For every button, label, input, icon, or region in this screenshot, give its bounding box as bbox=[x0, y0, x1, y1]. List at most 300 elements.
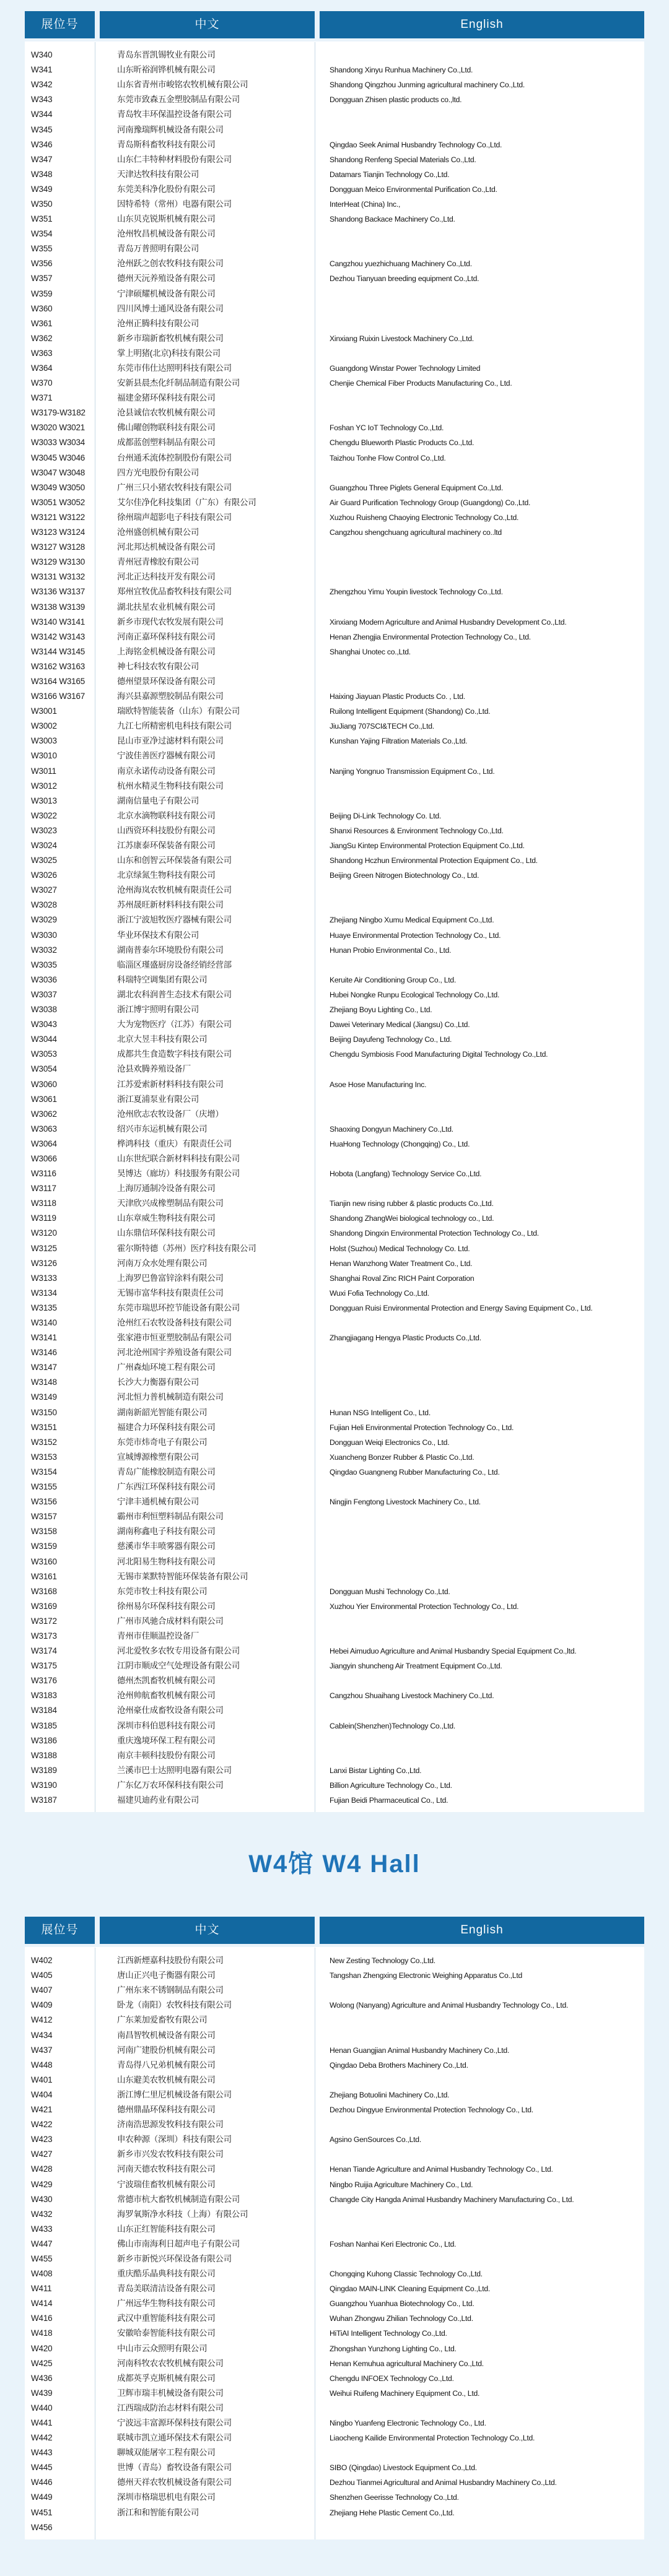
company-name-cn-cell: 深圳市格瑞思机电有限公司 bbox=[117, 2492, 216, 2502]
booth-number-cell: W446 bbox=[31, 2478, 53, 2487]
company-name-cn-cell: 成都共生食造数字科技有限公司 bbox=[117, 1049, 232, 1059]
booth-number-cell: W3190 bbox=[31, 1780, 57, 1790]
company-name-cn-cell: 郑州宜牧优品畜牧科技有限公司 bbox=[117, 587, 232, 597]
table-row bbox=[25, 2237, 644, 2252]
table-row bbox=[25, 2013, 644, 2027]
company-name-cn-cell: 昊博达（廊坊）科技服务有限公司 bbox=[117, 1169, 240, 1179]
company-name-en-cell: Liaocheng Kailide Environmental Protection Technology Co.,Ltd. bbox=[330, 2434, 535, 2443]
table-row bbox=[25, 1494, 644, 1509]
company-name-cn-cell: 新乡市瑞新畜牧机械有限公司 bbox=[117, 333, 224, 343]
company-name-en-cell: Shandong Qingzhou Junming agricultural machinery Co.,Ltd. bbox=[330, 80, 525, 90]
booth-number-cell: W3013 bbox=[31, 796, 57, 805]
booth-number-cell: W3160 bbox=[31, 1556, 57, 1566]
booth-number-cell: W3125 bbox=[31, 1243, 57, 1253]
table-row bbox=[25, 182, 644, 197]
table-row bbox=[25, 1659, 644, 1673]
table-row bbox=[25, 1673, 644, 1688]
company-name-cn-cell: 德州望景环保设备有限公司 bbox=[117, 676, 216, 686]
booth-number-cell: W3169 bbox=[31, 1601, 57, 1611]
company-name-cn-cell: 江阴市顺成空气处理设备有限公司 bbox=[117, 1661, 240, 1671]
table-row bbox=[25, 1062, 644, 1077]
booth-number-cell: W443 bbox=[31, 2448, 53, 2458]
company-name-cn-cell: 浙江宁波旭牧医疗器械有限公司 bbox=[117, 915, 232, 925]
booth-number-cell: W3010 bbox=[31, 751, 57, 761]
company-name-en-cell: Zhengzhou Yimu Youpin livestock Technology Co.,Ltd. bbox=[330, 588, 503, 597]
company-name-en-cell: Guangzhou Three Piglets General Equipment Co.,Ltd. bbox=[330, 483, 503, 492]
table-row bbox=[25, 599, 644, 614]
company-name-en-cell: Keruite Air Conditioning Group Co., Ltd. bbox=[330, 975, 457, 984]
booth-number-cell: W3028 bbox=[31, 900, 57, 910]
booth-number-cell: W3141 bbox=[31, 1333, 57, 1343]
company-name-en-cell: Hunan Probio Environmental Co., Ltd. bbox=[330, 945, 452, 955]
company-name-en-cell: Chengdu Blueworth Plastic Products Co.,Ltd. bbox=[330, 438, 474, 448]
company-name-cn-cell: 江苏爱索新材料科技有限公司 bbox=[117, 1079, 224, 1089]
company-name-cn-cell: 青州市佳顺温控设备厂 bbox=[117, 1631, 199, 1641]
table-row bbox=[25, 2416, 644, 2431]
booth-number-cell: W3066 bbox=[31, 1153, 57, 1163]
booth-number-cell: W3188 bbox=[31, 1750, 57, 1760]
table-row bbox=[25, 1092, 644, 1107]
table-row bbox=[25, 2192, 644, 2207]
booth-number-cell: W411 bbox=[31, 2284, 52, 2294]
booth-number-cell: W3189 bbox=[31, 1765, 57, 1775]
exhibitor-table-w3 bbox=[25, 0, 644, 1812]
company-name-cn-cell: 沧州海岚农牧机械有限责任公司 bbox=[117, 885, 232, 895]
booth-number-cell: W3134 bbox=[31, 1288, 57, 1298]
table-row bbox=[25, 1629, 644, 1644]
booth-number-cell: W3168 bbox=[31, 1586, 57, 1596]
company-name-cn-cell: 海罗氧斯净水科技（上海）有限公司 bbox=[117, 2209, 248, 2219]
company-name-cn-cell: 湖南普泰尔环境股份有限公司 bbox=[117, 945, 224, 955]
table-row bbox=[25, 48, 644, 63]
column-header-booth: 展位号 bbox=[25, 1917, 95, 1944]
booth-number-cell: W3179-W3182 bbox=[31, 408, 85, 418]
company-name-cn-cell: 华业环保技术有限公司 bbox=[117, 930, 199, 940]
company-name-cn-cell: 霸州市利恒塑料制品有限公司 bbox=[117, 1512, 224, 1522]
table-row bbox=[25, 2386, 644, 2401]
company-name-cn-cell: 沧州牧昌机械设备有限公司 bbox=[117, 229, 216, 239]
company-name-en-cell: Guangzhou Yuanhua Biotechnology Co., Ltd. bbox=[330, 2299, 474, 2309]
booth-number-cell: W348 bbox=[31, 169, 53, 179]
company-name-en-cell: Chengdu INFOEX Technology Co.,Ltd. bbox=[330, 2374, 454, 2383]
company-name-cn-cell: 东莞市牧士科技有限公司 bbox=[117, 1586, 208, 1596]
table-row bbox=[25, 1360, 644, 1375]
table-row bbox=[25, 2475, 644, 2490]
table-row bbox=[25, 913, 644, 927]
booth-number-cell: W355 bbox=[31, 244, 53, 254]
table-row bbox=[25, 1509, 644, 1524]
booth-number-cell: W3144 W3145 bbox=[31, 646, 85, 656]
company-name-cn-cell: 科瑞特空调集团有限公司 bbox=[117, 974, 208, 984]
booth-number-cell: W430 bbox=[31, 2194, 53, 2204]
company-name-cn-cell: 河南豫瑞辉机械设备有限公司 bbox=[117, 124, 224, 134]
booth-number-cell: W340 bbox=[31, 50, 53, 60]
table-body-w3 bbox=[25, 41, 644, 1812]
company-name-cn-cell: 山东章威生物科技有限公司 bbox=[117, 1213, 216, 1223]
booth-number-cell: W3127 W3128 bbox=[31, 542, 85, 552]
company-name-cn-cell: 江苏康泰环保装备有限公司 bbox=[117, 841, 216, 851]
booth-number-cell: W425 bbox=[31, 2358, 53, 2368]
table-row bbox=[25, 2117, 644, 2132]
table-row bbox=[25, 1614, 644, 1629]
company-name-en-cell: Huaye Environmental Protection Technology Co., Ltd. bbox=[330, 930, 501, 940]
company-name-cn-cell: 南京丰顿科技股份有限公司 bbox=[117, 1750, 216, 1760]
company-name-en-cell: Henan Zhengjia Environmental Protection Technology Co., Ltd. bbox=[330, 632, 531, 641]
company-name-en-cell: Jiangyin shuncheng Air Treatment Equipment Co.,Ltd. bbox=[330, 1662, 502, 1671]
booth-number-cell: W3146 bbox=[31, 1348, 57, 1358]
company-name-en-cell: Xinxiang Modern Agriculture and Animal Husbandry Development Co.,Ltd. bbox=[330, 617, 567, 627]
company-name-cn-cell: 山东和创智云环保装备有限公司 bbox=[117, 856, 232, 865]
table-header-row-w4 bbox=[25, 1906, 644, 1944]
table-row bbox=[25, 883, 644, 898]
table-row bbox=[25, 525, 644, 540]
booth-number-cell: W3156 bbox=[31, 1497, 57, 1507]
company-name-cn-cell: 德州天祥农牧机械设备有限公司 bbox=[117, 2478, 232, 2487]
booth-number-cell: W404 bbox=[31, 2089, 53, 2099]
company-name-cn-cell: 沧州豪仕成畜牧设备有限公司 bbox=[117, 1706, 224, 1715]
booth-number-cell: W3142 W3143 bbox=[31, 631, 85, 641]
company-name-cn-cell: 常德市杭大畜牧机械制造有限公司 bbox=[117, 2194, 240, 2204]
booth-number-cell: W361 bbox=[31, 318, 53, 328]
company-name-en-cell: Dezhou Tianmei Agricultural and Animal Husbandry Machinery Co.,Ltd. bbox=[330, 2478, 557, 2487]
booth-number-cell: W449 bbox=[31, 2492, 53, 2502]
table-row bbox=[25, 2266, 644, 2281]
company-name-cn-cell: 山东贝克锐斯机械有限公司 bbox=[117, 214, 216, 224]
table-row bbox=[25, 1002, 644, 1017]
company-name-cn-cell: 山东鼎信环保科技有限公司 bbox=[117, 1228, 216, 1238]
company-name-cn-cell: 福建合力环保科技有限公司 bbox=[117, 1422, 216, 1432]
company-name-cn-cell: 宁波佳善医疗器械有限公司 bbox=[117, 751, 216, 761]
company-name-cn-cell: 福建贝迪药业有限公司 bbox=[117, 1795, 199, 1805]
company-name-en-cell: Zhejiang Boyu Lighting Co., Ltd. bbox=[330, 1005, 432, 1015]
table-row bbox=[25, 346, 644, 361]
company-name-cn-cell: 河南广建股份机械有限公司 bbox=[117, 2045, 216, 2055]
table-row bbox=[25, 1599, 644, 1614]
company-name-en-cell: Dongguan Meico Environmental Purification Co.,Ltd. bbox=[330, 184, 497, 194]
booth-number-cell: W3135 bbox=[31, 1303, 57, 1312]
booth-number-cell: W3119 bbox=[31, 1213, 56, 1223]
table-row bbox=[25, 1539, 644, 1554]
table-row bbox=[25, 1241, 644, 1256]
company-name-cn-cell: 兰溪市巴士达照明电器有限公司 bbox=[117, 1765, 232, 1775]
booth-number-cell: W344 bbox=[31, 110, 53, 119]
company-name-en-cell: Xuzhou Ruisheng Chaoying Electronic Technology Co.,Ltd. bbox=[330, 513, 519, 522]
table-row bbox=[25, 420, 644, 435]
table-row bbox=[25, 1405, 644, 1420]
table-row bbox=[25, 2311, 644, 2326]
booth-number-cell: W347 bbox=[31, 154, 53, 164]
table-row bbox=[25, 1465, 644, 1480]
table-row bbox=[25, 2431, 644, 2445]
company-name-cn-cell: 沧县欢腾养殖设备厂 bbox=[117, 1064, 191, 1074]
company-name-en-cell: Dezhou Tianyuan breeding equipment Co.,Ltd. bbox=[330, 274, 479, 284]
company-name-cn-cell: 湖南信量电子有限公司 bbox=[117, 796, 199, 805]
booth-number-cell: W3155 bbox=[31, 1482, 57, 1492]
company-name-en-cell: Hunan NSG Intelligent Co., Ltd. bbox=[330, 1408, 431, 1417]
table-row bbox=[25, 227, 644, 241]
company-name-cn-cell: 沧州欣志农牧设备厂（庆增） bbox=[117, 1109, 224, 1119]
company-name-cn-cell: 青岛美联清洁设备有限公司 bbox=[117, 2284, 216, 2294]
column-header-chinese: 中文 bbox=[100, 1917, 315, 1944]
booth-number-cell: W3161 bbox=[31, 1571, 57, 1581]
company-name-en-cell: Fujian Heli Environmental Protection Technology Co., Ltd. bbox=[330, 1423, 514, 1432]
table-row bbox=[25, 122, 644, 137]
column-header-english: English bbox=[320, 11, 644, 38]
company-name-cn-cell: 中山市云众照明有限公司 bbox=[117, 2343, 208, 2353]
booth-number-cell: W342 bbox=[31, 80, 53, 90]
table-row bbox=[25, 212, 644, 227]
booth-number-cell: W3044 bbox=[31, 1034, 57, 1044]
company-name-cn-cell: 青岛万普照明有限公司 bbox=[117, 244, 199, 254]
booth-number-cell: W3147 bbox=[31, 1363, 57, 1373]
company-name-cn-cell: 广州东来不锈钢制品有限公司 bbox=[117, 1985, 224, 1995]
company-name-en-cell: Chengdu Symbiosis Food Manufacturing Digital Technology Co.,Ltd. bbox=[330, 1050, 548, 1059]
company-name-en-cell: Nanjing Yongnuo Transmission Equipment Co., Ltd. bbox=[330, 766, 495, 776]
company-name-en-cell: Dongguan Zhisen plastic products co.,ltd. bbox=[330, 95, 462, 105]
company-name-en-cell: Ningbo Yuanfeng Electronic Technology Co., Ltd. bbox=[330, 2419, 486, 2428]
table-row bbox=[25, 2102, 644, 2117]
table-row bbox=[25, 853, 644, 868]
company-name-cn-cell: 世博（青岛）畜牧设备有限公司 bbox=[117, 2463, 232, 2473]
company-name-cn-cell: 新乡市新悦兴环保设备有限公司 bbox=[117, 2253, 232, 2263]
table-row bbox=[25, 1077, 644, 1091]
company-name-en-cell: Guangdong Winstar Power Technology Limited bbox=[330, 364, 481, 373]
booth-number-cell: W3164 W3165 bbox=[31, 676, 85, 686]
company-name-en-cell: HiTiAI Intelligent Technology Co.,Ltd. bbox=[330, 2329, 447, 2338]
table-row bbox=[25, 2043, 644, 2058]
company-name-cn-cell: 成都蓝创塑料制品有限公司 bbox=[117, 438, 216, 448]
company-name-cn-cell: 浙江和和智能有限公司 bbox=[117, 2507, 199, 2517]
table-row bbox=[25, 376, 644, 391]
booth-number-cell: W429 bbox=[31, 2179, 53, 2189]
table-row bbox=[25, 241, 644, 256]
company-name-cn-cell: 重庆逸境环保工程有限公司 bbox=[117, 1735, 216, 1745]
company-name-en-cell: Henan Guangjian Animal Husbandry Machinery Co.,Ltd. bbox=[330, 2045, 510, 2055]
booth-number-cell: W3064 bbox=[31, 1138, 57, 1148]
company-name-en-cell: Weihui Ruifeng Machinery Equipment Co., Ltd. bbox=[330, 2388, 480, 2398]
table-row bbox=[25, 137, 644, 152]
booth-number-cell: W3037 bbox=[31, 989, 57, 999]
table-row bbox=[25, 391, 644, 405]
company-name-cn-cell: 河北爱牧多农牧专用设备有限公司 bbox=[117, 1646, 240, 1656]
company-name-cn-cell: 河北沧州国宇养殖设备有限公司 bbox=[117, 1348, 232, 1358]
table-row bbox=[25, 1998, 644, 2013]
company-name-en-cell: Shandong ZhangWei biological technology co., Ltd. bbox=[330, 1214, 494, 1223]
table-row bbox=[25, 868, 644, 883]
table-row bbox=[25, 2296, 644, 2311]
company-name-cn-cell: 新乡市现代农牧发展有限公司 bbox=[117, 617, 224, 627]
booth-number-cell: W3154 bbox=[31, 1467, 57, 1477]
booth-number-cell: W3045 W3046 bbox=[31, 453, 85, 462]
table-row bbox=[25, 92, 644, 107]
company-name-cn-cell: 南京永诺传动设备有限公司 bbox=[117, 766, 216, 776]
table-row bbox=[25, 1420, 644, 1435]
booth-number-cell: W3035 bbox=[31, 960, 57, 969]
table-row bbox=[25, 2177, 644, 2192]
table-row bbox=[25, 316, 644, 331]
company-name-cn-cell: 北京大昱丰科技有限公司 bbox=[117, 1034, 208, 1044]
booth-number-cell: W437 bbox=[31, 2045, 53, 2055]
company-name-cn-cell: 聊城双能屠宰工程有限公司 bbox=[117, 2448, 216, 2458]
company-name-en-cell: Fujian Beidi Pharmaceutical Co., Ltd. bbox=[330, 1796, 448, 1805]
company-name-cn-cell: 唐山正兴电子衡器有限公司 bbox=[117, 1971, 216, 1980]
company-name-en-cell: Agsino GenSources Co.,Ltd. bbox=[330, 2135, 421, 2144]
company-name-en-cell: Cablein(Shenzhen)Technology Co.,Ltd. bbox=[330, 1721, 456, 1730]
booth-number-cell: W3026 bbox=[31, 870, 57, 880]
company-name-cn-cell: 河北阳易生物科技有限公司 bbox=[117, 1556, 216, 1566]
company-name-cn-cell: 昆山市亚净过滤材料有限公司 bbox=[117, 736, 224, 746]
booth-number-cell: W3036 bbox=[31, 974, 57, 984]
booth-number-cell: W3027 bbox=[31, 885, 57, 895]
company-name-en-cell: Dongguan Weiqi Electronics Co., Ltd. bbox=[330, 1438, 450, 1447]
booth-number-cell: W3157 bbox=[31, 1512, 57, 1522]
table-row bbox=[25, 1554, 644, 1569]
company-name-cn-cell: 江西新煙嘉科技股份有限公司 bbox=[117, 1956, 224, 1966]
table-row bbox=[25, 734, 644, 748]
booth-number-cell: W427 bbox=[31, 2149, 53, 2159]
company-name-en-cell: Xuzhou Yier Environmental Protection Technology Co., Ltd. bbox=[330, 1602, 519, 1611]
company-name-cn-cell: 杭州水精灵生物科技有限公司 bbox=[117, 781, 224, 791]
booth-number-cell: W3029 bbox=[31, 915, 57, 925]
company-name-cn-cell: 山东昕裕润铧机械有限公司 bbox=[117, 65, 216, 75]
booth-number-cell: W3047 W3048 bbox=[31, 467, 85, 477]
company-name-cn-cell: 上海铭金机械设备有限公司 bbox=[117, 646, 216, 656]
booth-number-cell: W3151 bbox=[31, 1422, 57, 1432]
hall-divider-title: W4馆 W4 Hall bbox=[248, 1850, 421, 1878]
company-name-cn-cell: 山西资环科技股份有限公司 bbox=[117, 825, 216, 835]
company-name-cn-cell: 安新县晨杰化纤制品制造有限公司 bbox=[117, 378, 240, 388]
table-row bbox=[25, 1450, 644, 1465]
company-name-en-cell: Beijing Di-Link Technology Co. Ltd. bbox=[330, 811, 442, 820]
booth-number-cell: W451 bbox=[31, 2507, 53, 2517]
booth-number-cell: W3063 bbox=[31, 1124, 57, 1134]
company-name-cn-cell: 徐州易尔环保科技有限公司 bbox=[117, 1601, 216, 1611]
table-row bbox=[25, 1733, 644, 1748]
table-row bbox=[25, 704, 644, 719]
booth-number-cell: W357 bbox=[31, 274, 53, 284]
company-name-cn-cell: 台州通禾流体控制股份有限公司 bbox=[117, 453, 232, 462]
booth-number-cell: W428 bbox=[31, 2164, 53, 2174]
company-name-cn-cell: 广东莱加爱畜牧有限公司 bbox=[117, 2015, 208, 2025]
company-name-en-cell: Dongguan Ruisi Environmental Protection and Energy Saving Equipment Co., Ltd. bbox=[330, 1303, 593, 1312]
table-row bbox=[25, 152, 644, 167]
company-name-en-cell: Changde City Hangda Animal Husbandry Machinery Manufacturing Co., Ltd. bbox=[330, 2195, 574, 2204]
company-name-en-cell: Qingdao Guangneng Rubber Manufacturing Co., Ltd. bbox=[330, 1467, 500, 1477]
company-name-en-cell: Zhejiang Ningbo Xumu Medical Equipment Co.,Ltd. bbox=[330, 916, 494, 925]
company-name-cn-cell: 沧州跃之创农牧科技有限公司 bbox=[117, 259, 224, 269]
table-row bbox=[25, 480, 644, 495]
booth-number-cell: W3140 bbox=[31, 1318, 57, 1328]
table-row bbox=[25, 2520, 644, 2535]
company-name-cn-cell: 宁波瑞佳畜牧机械有限公司 bbox=[117, 2179, 216, 2189]
table-row bbox=[25, 2028, 644, 2043]
table-row bbox=[25, 1688, 644, 1703]
company-name-cn-cell: 浙江夏浦泵业有限公司 bbox=[117, 1094, 199, 1104]
table-row bbox=[25, 584, 644, 599]
column-header-chinese: 中文 bbox=[100, 11, 315, 38]
company-name-en-cell: Ningbo Ruijia Agriculture Machinery Co., Ltd. bbox=[330, 2180, 473, 2189]
table-row bbox=[25, 167, 644, 182]
table-row bbox=[25, 1226, 644, 1241]
company-name-en-cell: Qingdao Seek Animal Husbandry Technology Co.,Ltd. bbox=[330, 140, 502, 149]
booth-number-cell: W3172 bbox=[31, 1616, 57, 1626]
company-name-cn-cell: 长沙大力衡器有限公司 bbox=[117, 1377, 199, 1387]
company-name-en-cell: Shandong Renfeng Special Materials Co.,Ltd. bbox=[330, 155, 476, 164]
table-row bbox=[25, 2401, 644, 2416]
booth-number-cell: W3117 bbox=[31, 1184, 56, 1194]
company-name-cn-cell: 四方光电股份有限公司 bbox=[117, 467, 199, 477]
company-name-cn-cell: 河南正嘉环保科技有限公司 bbox=[117, 631, 216, 641]
table-row bbox=[25, 1196, 644, 1211]
company-name-cn-cell: 广州森灿环境工程有限公司 bbox=[117, 1363, 216, 1373]
booth-number-cell: W3133 bbox=[31, 1273, 57, 1283]
booth-number-cell: W371 bbox=[31, 393, 53, 403]
booth-number-cell: W3138 W3139 bbox=[31, 602, 85, 612]
booth-number-cell: W359 bbox=[31, 288, 53, 298]
table-row bbox=[25, 301, 644, 316]
company-name-cn-cell: 申农种源（深圳）科技有限公司 bbox=[117, 2135, 232, 2144]
exhibitor-table-w4 bbox=[25, 1906, 644, 2539]
booth-number-cell: W456 bbox=[31, 2522, 53, 2532]
company-name-en-cell: Foshan YC IoT Technology Co.,Ltd. bbox=[330, 423, 444, 433]
company-name-cn-cell: 无锡市莱默特智能环保装备有限公司 bbox=[117, 1571, 248, 1581]
company-name-en-cell: Chongqing Kuhong Classic Technology Co.,Ltd. bbox=[330, 2270, 483, 2279]
company-name-cn-cell: 河北正达科技开发有限公司 bbox=[117, 572, 216, 582]
company-name-cn-cell: 青岛得八兄弟机械有限公司 bbox=[117, 2060, 216, 2070]
table-row bbox=[25, 331, 644, 346]
table-row bbox=[25, 1316, 644, 1330]
company-name-en-cell: Ruilong Intelligent Equipment (Shandong) Co.,Ltd. bbox=[330, 707, 491, 716]
table-row bbox=[25, 63, 644, 77]
booth-number-cell: W3174 bbox=[31, 1646, 57, 1656]
table-row bbox=[25, 1793, 644, 1808]
table-row bbox=[25, 1778, 644, 1793]
table-row bbox=[25, 1953, 644, 1968]
booth-number-cell: W418 bbox=[31, 2328, 53, 2338]
company-name-cn-cell: 沧州帅航畜牧机械有限公司 bbox=[117, 1691, 216, 1701]
booth-number-cell: W3038 bbox=[31, 1005, 57, 1015]
booth-number-cell: W3118 bbox=[31, 1199, 56, 1208]
booth-number-cell: W401 bbox=[31, 2075, 53, 2084]
company-name-en-cell: Wolong (Nanyang) Agriculture and Animal Husbandry Technology Co., Ltd. bbox=[330, 2001, 569, 2010]
table-body-w4 bbox=[25, 1947, 644, 2539]
booth-number-cell: W3153 bbox=[31, 1452, 57, 1462]
table-row bbox=[25, 823, 644, 838]
table-row bbox=[25, 674, 644, 689]
booth-number-cell: W442 bbox=[31, 2433, 53, 2443]
table-row bbox=[25, 2088, 644, 2102]
booth-number-cell: W3053 bbox=[31, 1049, 57, 1059]
company-name-cn-cell: 山东正红智能科技有限公司 bbox=[117, 2224, 216, 2234]
company-name-en-cell: Shenzhen Geerisse Technology Co.,Ltd. bbox=[330, 2493, 459, 2502]
booth-number-cell: W3148 bbox=[31, 1377, 57, 1387]
booth-number-cell: W3120 bbox=[31, 1228, 57, 1238]
booth-number-cell: W360 bbox=[31, 303, 53, 313]
company-name-cn-cell: 天津达牧科技有限公司 bbox=[117, 169, 199, 179]
booth-number-cell: W455 bbox=[31, 2253, 53, 2263]
booth-number-cell: W3060 bbox=[31, 1079, 57, 1089]
company-name-en-cell: Chenjie Chemical Fiber Products Manufacturing Co., Ltd. bbox=[330, 379, 512, 388]
table-row bbox=[25, 451, 644, 466]
company-name-en-cell: Wuhan Zhongwu Zhilian Technology Co.,Ltd. bbox=[330, 2314, 473, 2323]
company-name-cn-cell: 九江七所精密机电科技有限公司 bbox=[117, 721, 232, 731]
company-name-en-cell: Zhongshan Yunzhong Lighting Co., Ltd. bbox=[330, 2344, 457, 2353]
company-name-en-cell: InterHeat (China) Inc., bbox=[330, 199, 401, 209]
booth-number-cell: W3158 bbox=[31, 1527, 57, 1537]
table-row bbox=[25, 361, 644, 376]
booth-number-cell: W407 bbox=[31, 1985, 53, 1995]
company-name-en-cell: Henan Tiande Agriculture and Animal Husbandry Technology Co., Ltd. bbox=[330, 2165, 553, 2174]
